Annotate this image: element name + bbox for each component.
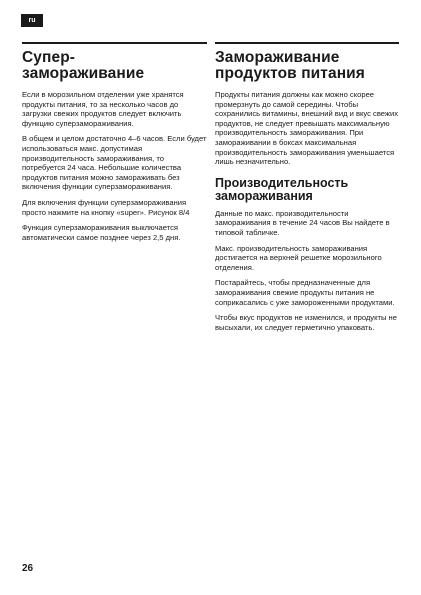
- page-number: 26: [22, 563, 34, 574]
- paragraph: Данные по макс. производительности замораживания в течение 24 часов Вы найдете в типовой табличке.: [215, 208, 390, 237]
- section-rule: [22, 42, 207, 44]
- section-title-freezing-food: [215, 50, 399, 82]
- title-line: замораживание: [22, 65, 145, 82]
- paragraph: Если в морозильном отделении уже хранятся продукты питания, то за несколько часов до загрузки свежих продуктов следует включить функцию суперзамораживания.: [22, 90, 184, 128]
- paragraph: Продукты питания должны как можно скорее промерзнуть до самой середины. Чтобы сохранились витамины, внешний вид и вкус свежих продуктов, не следует превышать максимальную производительность замораживания. При замораживании в боксах максимальная производительность замораживания уменьшается лишь незначительно.: [215, 90, 399, 167]
- paragraph: В общем и целом достаточно 4–6 часов. Если будет использоваться макс. допустимая производительность замораживания, то потребуется 24 часа. Небольшие количества продуктов питания можно замораживать без включения функции суперзамораживания.: [22, 134, 207, 192]
- paragraph: Постарайтесь, чтобы предназначенные для замораживания свежие продукты питания не соприкасались с уже замороженными продуктами.: [215, 278, 395, 307]
- section-rule: [215, 42, 399, 44]
- left-column: [22, 42, 207, 248]
- subsection-title-freezing-capacity: [215, 177, 399, 203]
- paragraph: Макс. производительность замораживания достигается на верхней решетке морозильного отделения.: [215, 243, 382, 272]
- subtitle-line: Производительность: [215, 175, 349, 190]
- language-badge: ru: [21, 14, 43, 27]
- subtitle-line: замораживания: [215, 188, 313, 203]
- right-column: [215, 42, 399, 338]
- title-line: Супер-: [22, 49, 76, 66]
- section-title-super-freezing: [22, 50, 207, 82]
- title-line: продуктов питания: [215, 65, 365, 82]
- paragraph: Для включения функции суперзамораживания просто нажмите на кнопку «super». Рисунок 8/4: [22, 197, 190, 217]
- paragraph: Чтобы вкус продуктов не изменился, и продукты не высыхали, их следует герметично упаковать.: [215, 313, 397, 332]
- title-line: Замораживание: [215, 49, 340, 66]
- paragraph: Функция суперзамораживания выключается автоматически самое позднее через 2,5 дня.: [22, 223, 181, 242]
